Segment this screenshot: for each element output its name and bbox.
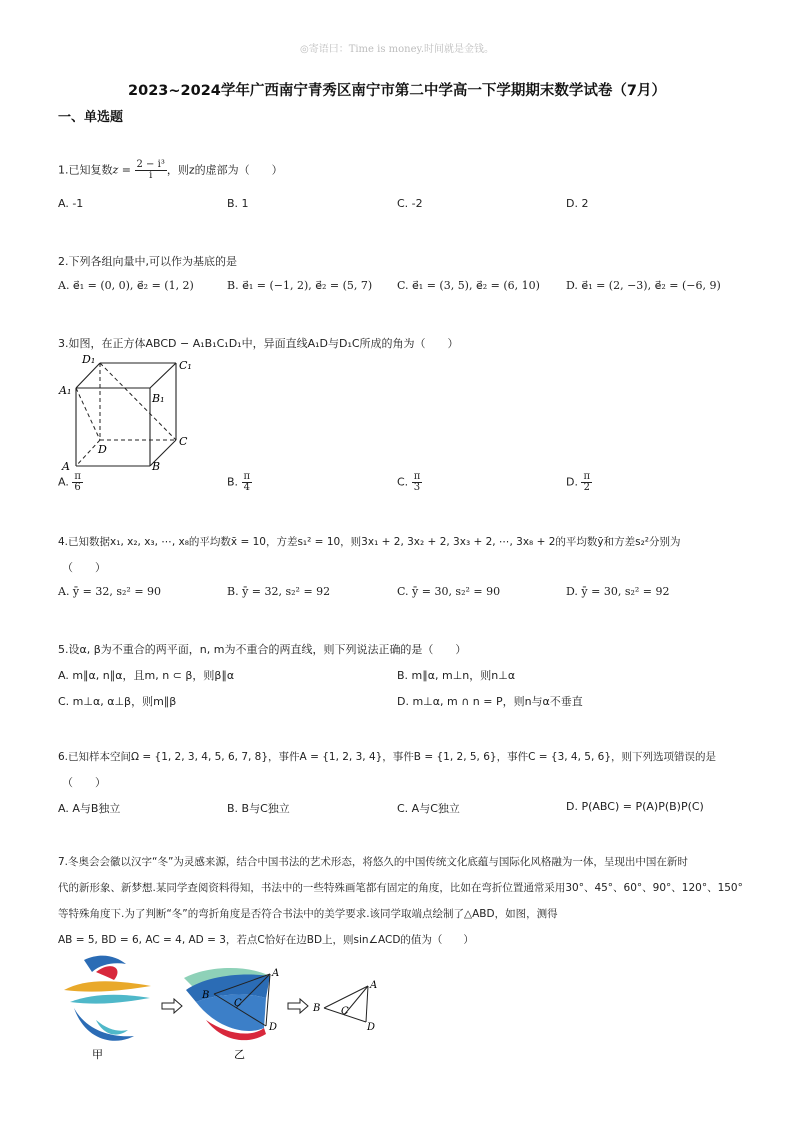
tri-label-c: C [341,1006,349,1017]
q3-c-den: 3 [413,482,421,493]
q3-a-den: 6 [74,482,81,493]
question-2-stem: 2.下列各组向量中,可以作为基底的是 [58,255,237,268]
label-c: C [179,435,188,448]
q1-option-b[interactable]: B. 1 [227,197,249,210]
label-d: D [98,443,107,456]
q3-a-num: π [74,471,81,482]
yi-label-c: C [234,998,242,1009]
q1-variable: z [112,163,119,177]
arrow-icon-2 [288,999,308,1013]
q5-option-c[interactable]: C. m⊥α, α⊥β，则m∥β [58,695,177,708]
edge-c1b1 [150,363,176,388]
q5-option-b[interactable]: B. m∥α, m⊥n，则n⊥α [397,669,516,682]
q3-d-den: 2 [583,482,590,493]
q1-fraction [135,160,167,181]
hidden-edge-da [76,440,100,466]
emblem-image-jia [64,956,151,1041]
q4-option-d[interactable]: D. ȳ = 30, s₂² = 92 [566,585,670,598]
q3-option-b[interactable] [227,472,252,493]
q1-option-a[interactable]: A. -1 [58,197,84,210]
question-7-line-3: 等特殊角度下.为了判断“冬”的弯折角度是否符合书法中的美学要求.该同学取端点绘制了△ABD，如图，测得 [58,908,558,920]
question-3-stem: 3.如图，在正方体ABCD − A₁B₁C₁D₁中，异面直线A₁D与D₁C所成的角为（ ） [58,337,459,350]
q1-option-c[interactable]: C. -2 [397,197,423,210]
q1-option-d[interactable]: D. 2 [566,197,589,210]
q3-c-num: π [413,471,421,482]
q1-stem-prefix: 1.已知复数 [58,163,113,177]
q3-option-c[interactable] [397,472,422,493]
question-7-line-1: 7.冬奥会会徽以汉字“冬”为灵感来源，结合中国书法的艺术形态，将悠久的中国传统文化底蕴与国际化风格融为一体，呈现出中国在新时 [58,856,688,868]
q3-c-label: C. [397,475,409,489]
q4-option-a[interactable]: A. ȳ = 32, s₂² = 90 [58,585,162,598]
q3-d-num: π [583,471,591,482]
motto-watermark: ◎寄语曰：Time is money.时间就是金钱。 [299,44,495,55]
page-title: 2023~2024学年广西南宁青秀区南宁市第二中学高一下学期期末数学试卷（7月） [128,83,666,99]
q5-option-d[interactable]: D. m⊥α, m ∩ n = P，则n与α不垂直 [397,695,583,708]
q3-d-fraction [581,472,592,493]
tri-label-d: D [367,1022,376,1033]
q3-d-label: D. [566,475,578,489]
q2-option-a[interactable]: A. e⃗₁ = (0, 0), e⃗₂ = (1, 2) [58,279,194,292]
q1-denominator: i [149,170,153,181]
label-a: A [62,460,70,473]
q3-a-fraction [72,472,83,493]
q6-option-d[interactable]: D. P(ABC) = P(A)P(B)P(C) [566,800,704,813]
question-4-stem: 4.已知数据x₁, x₂, x₃, ⋯, x₈的平均数x̄ = 10，方差s₁² = 10，则3x₁ + 2, 3x₂ + 2, 3x₃ + 2, ⋯, 3x₈ + 2的平均数ȳ和方差s₂²分别为 [58,536,681,548]
caption-jia: 甲 [92,1048,103,1061]
winter-olympics-figure [56,950,396,1065]
q3-b-label: B. [227,475,239,489]
q3-b-den: 4 [243,482,251,493]
q1-numerator: 2 − i³ [136,159,165,170]
label-b1: B₁ [152,392,165,405]
edge-a1d1 [76,363,100,388]
question-1-stem [58,160,283,181]
yi-label-a: A [272,968,280,979]
yi-label-b: B [202,990,210,1001]
q5-option-a[interactable]: A. m∥α, n∥α，且m, n ⊂ β，则β∥α [58,669,235,682]
q6-option-b[interactable]: B. B与C独立 [227,802,290,815]
q3-option-a[interactable] [58,472,83,493]
question-6-stem: 6.已知样本空间Ω = {1, 2, 3, 4, 5, 6, 7, 8}，事件A = {1, 2, 3, 4}，事件B = {1, 2, 5, 6}，事件C = {3, 4, 5, 6}，则下列选项错误的是 [58,751,717,763]
diagonal-a1d [76,388,100,440]
cube-figure [56,350,196,475]
tri-label-a: A [370,980,378,991]
label-c1: C₁ [179,359,192,372]
question-7-line-4: AB = 5, BD = 6, AC = 4, AD = 3，若点C恰好在边BD上，则sin∠ACD的值为（ ） [58,934,474,946]
question-5-stem: 5.设α, β为不重合的两平面，n, m为不重合的两直线，则下列说法正确的是（ ） [58,643,467,656]
q2-option-c[interactable]: C. e⃗₁ = (3, 5), e⃗₂ = (6, 10) [397,279,540,292]
q2-option-d[interactable]: D. e⃗₁ = (2, −3), e⃗₂ = (−6, 9) [566,279,721,292]
q4-option-b[interactable]: B. ȳ = 32, s₂² = 92 [227,585,331,598]
q1-equals: = [118,163,135,177]
label-a1: A₁ [59,384,72,397]
q3-b-num: π [243,471,251,482]
q3-c-fraction [412,472,423,493]
q3-option-d[interactable] [566,472,592,493]
q3-b-fraction [242,472,253,493]
q3-a-label: A. [58,475,69,489]
question-7-line-2: 代的新形象、新梦想.某同学查阅资料得知，书法中的一些特殊画笔都有固定的角度，比如在弯折位置通常采用30°、45°、60°、90°、120°、150° [58,882,743,894]
label-b: B [152,460,161,473]
yi-label-d: D [269,1022,278,1033]
q4-option-c[interactable]: C. ȳ = 30, s₂² = 90 [397,585,501,598]
arrow-icon-1 [162,999,182,1013]
section-heading: 一、单选题 [58,110,124,125]
tri-label-b: B [313,1003,321,1014]
q1-stem-suffix: ，则z的虚部为（ ） [166,163,283,177]
question-6-paren: （ ） [62,776,106,789]
question-4-paren: （ ） [62,561,106,574]
caption-yi: 乙 [234,1048,245,1061]
q6-option-c[interactable]: C. A与C独立 [397,802,460,815]
q2-option-b[interactable]: B. e⃗₁ = (−1, 2), e⃗₂ = (5, 7) [227,279,373,292]
q6-option-a[interactable]: A. A与B独立 [58,802,121,815]
label-d1: D₁ [82,353,96,366]
